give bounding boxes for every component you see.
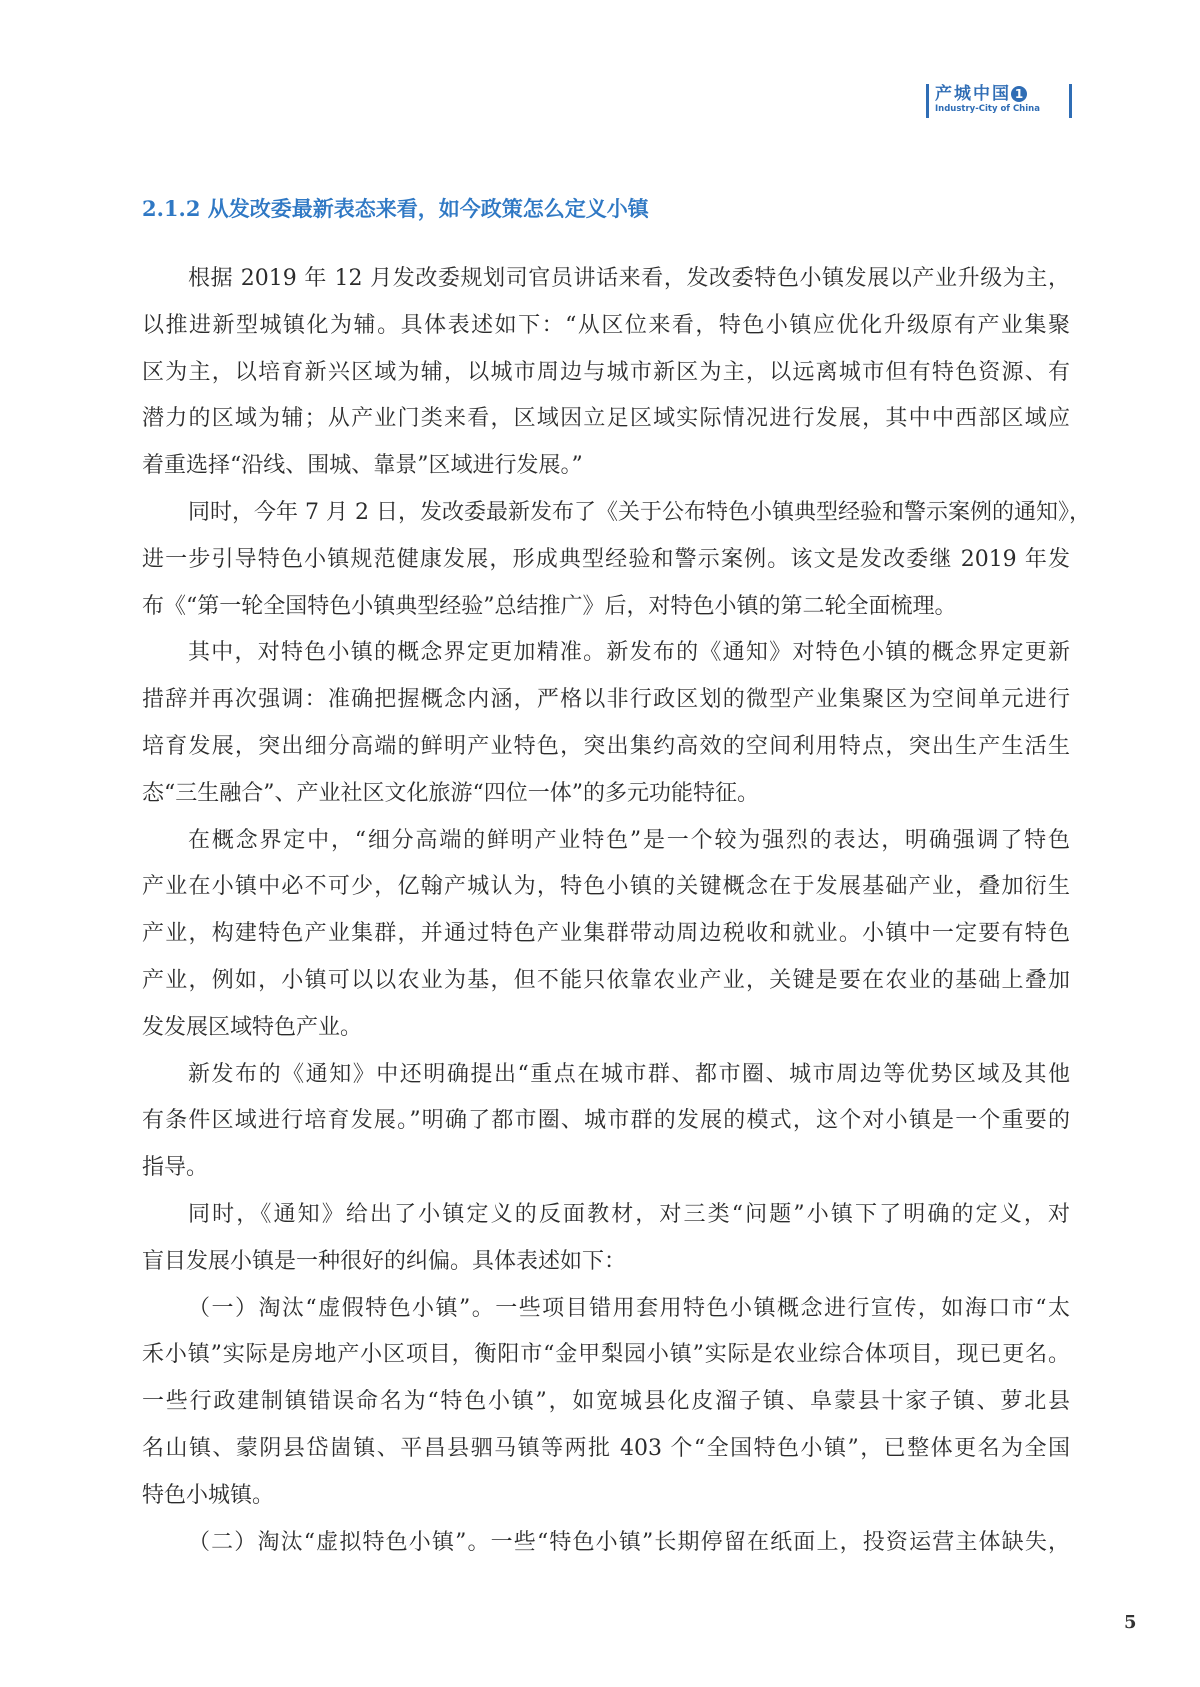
paragraph xyxy=(142,1293,1070,1527)
paragraph-line: 有条件区域进行培育发展。”明确了都市圈、城市群的发展的模式，这个对小镇是一个重要的 xyxy=(142,1108,1070,1134)
paragraph-line: 根据 2019 年 12 月发改委规划司官员讲话来看，发改委特色小镇发展以产业升级为主， xyxy=(188,266,1070,291)
paragraph-line: 措辞并再次强调：准确把握概念内涵，严格以非行政区划的微型产业集聚区为空间单元进行 xyxy=(142,687,1070,713)
paragraph-line: 态“三生融合”、产业社区文化旅游“四位一体”的多元功能特征。 xyxy=(142,780,759,806)
paragraph-line: 特色小城镇。 xyxy=(142,1482,275,1508)
paragraph-line: 名山镇、蒙阴县岱崮镇、平昌县驷马镇等两批 403 个“全国特色小镇”，已整体更名为全国 xyxy=(142,1435,1070,1461)
paragraph-line: 在概念界定中，“细分高端的鲜明产业特色”是一个较为强烈的表达，明确强调了特色 xyxy=(188,827,1070,853)
paragraph xyxy=(142,263,1070,497)
paragraph-line: 指导。 xyxy=(142,1155,209,1181)
paragraph-line: 产业，例如，小镇可以以农业为基，但不能只依靠农业产业，关键是要在农业的基础上叠加 xyxy=(142,967,1070,993)
body-text xyxy=(142,263,1091,1573)
paragraph xyxy=(142,1527,1070,1574)
paragraph-line: 区为主，以培育新兴区域为辅，以城市周边与城市新区为主，以远离城市但有特色资源、有 xyxy=(142,359,1070,385)
paragraph xyxy=(142,1059,1070,1199)
paragraph-line: 同时，今年 7 月 2 日，发改委最新发布了《关于公布特色小镇典型经验和警示案例的通知》， xyxy=(188,499,1091,525)
paragraph-line: （一）淘汰“虚假特色小镇”。一些项目错用套用特色小镇概念进行宣传，如海口市“太 xyxy=(188,1295,1070,1321)
paragraph-line: 产业在小镇中必不可少，亿翰产城认为，特色小镇的关键概念在于发展基础产业，叠加衍生 xyxy=(142,874,1070,900)
paragraph xyxy=(142,825,1070,1059)
paragraph-line: 禾小镇”实际是房地产小区项目，衡阳市“金甲梨园小镇”实际是农业综合体项目，现已更名。 xyxy=(142,1342,1070,1368)
paragraph-line: 一些行政建制镇错误命名为“特色小镇”，如宽城县化皮溜子镇、阜蒙县十家子镇、萝北县 xyxy=(142,1389,1070,1415)
logo-badge: 1 xyxy=(1011,86,1027,102)
paragraph-line: 同时，《通知》给出了小镇定义的反面教材，对三类“问题”小镇下了明确的定义，对 xyxy=(188,1201,1070,1227)
logo-cn xyxy=(935,84,1063,104)
paragraph-line: 发发展区域特色产业。 xyxy=(142,1014,363,1040)
paragraph-line: （二）淘汰“虚拟特色小镇”。一些“特色小镇”长期停留在纸面上，投资运营主体缺失， xyxy=(188,1529,1070,1555)
section-heading: 2.1.2 从发改委最新表态来看，如今政策怎么定义小镇 xyxy=(142,196,649,221)
paragraph-line: 培育发展，突出细分高端的鲜明产业特色，突出集约高效的空间利用特点，突出生产生活生 xyxy=(142,733,1070,759)
paragraph-line: 盲目发展小镇是一种很好的纠偏。具体表述如下： xyxy=(142,1248,627,1274)
paragraph-line: 以推进新型城镇化为辅。具体表述如下：“从区位来看，特色小镇应优化升级原有产业集聚 xyxy=(142,312,1070,338)
publisher-logo xyxy=(926,84,1072,118)
paragraph-line: 布《“第一轮全国特色小镇典型经验”总结推广》后，对特色小镇的第二轮全面梳理。 xyxy=(142,593,957,619)
logo-cn-text: 产城中国 xyxy=(935,84,1011,104)
paragraph-line: 产业，构建特色产业集群，并通过特色产业集群带动周边税收和就业。小镇中一定要有特色 xyxy=(142,921,1070,947)
paragraph-line: 新发布的《通知》中还明确提出“重点在城市群、都市圈、城市周边等优势区域及其他 xyxy=(188,1061,1070,1087)
paragraph xyxy=(142,637,1070,824)
paragraph xyxy=(142,1199,1070,1293)
paragraph xyxy=(142,497,1091,637)
paragraph-line: 着重选择“沿线、围城、靠景”区域进行发展。” xyxy=(142,453,583,479)
paragraph-line: 进一步引导特色小镇规范健康发展，形成典型经验和警示案例。该文是发改委继 2019 年发 xyxy=(142,546,1070,572)
page-number: 5 xyxy=(1124,1612,1137,1633)
logo-en: Industry-City of China xyxy=(935,104,1040,114)
paragraph-line: 其中，对特色小镇的概念界定更加精准。新发布的《通知》对特色小镇的概念界定更新 xyxy=(188,640,1070,666)
paragraph-line: 潜力的区域为辅；从产业门类来看，区域因立足区域实际情况进行发展，其中中西部区域应 xyxy=(142,406,1070,432)
